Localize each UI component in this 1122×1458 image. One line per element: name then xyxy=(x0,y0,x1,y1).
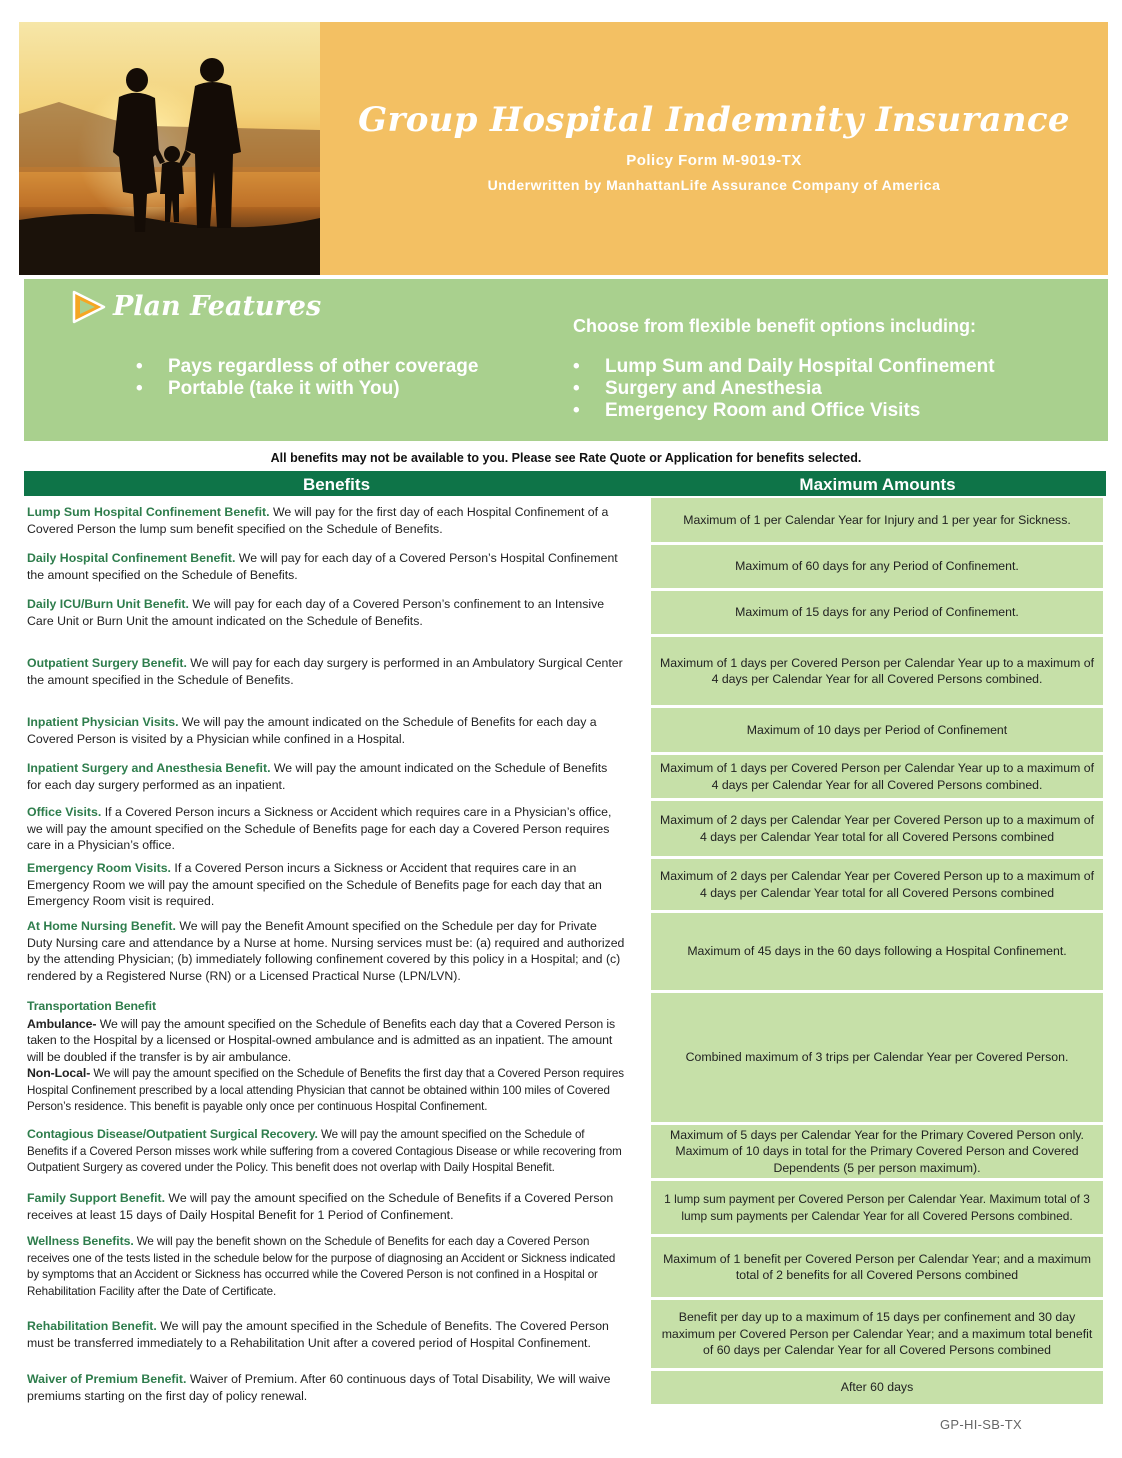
maximum-amount-cell: 1 lump sum payment per Covered Person per Calendar Year. Maximum total of 3 lump sum payments per Calendar Year for all Covered Persons combined. xyxy=(651,1181,1103,1234)
benefit-text: If a Covered Person incurs a Sickness or Accident which requires care in a Physician’s office, we will pay the amount specified on the Schedule of Benefits page for each day a Covered Person requires care in a Physician’s office. xyxy=(27,805,612,852)
benefit-text: We will pay for each day of a Covered Person’s Hospital Confinement the amount specified on the Schedule of Benefits. xyxy=(27,551,618,582)
benefit-name: Family Support Benefit. xyxy=(27,1191,166,1205)
benefits-column-header: Benefits xyxy=(302,475,371,494)
maximum-amounts-column-header: Maximum Amounts xyxy=(799,475,956,494)
list-item: • Pays regardless of other coverage xyxy=(136,356,479,377)
header-banner xyxy=(19,22,1108,275)
benefit-text: We will pay the amount specified on the Schedule of Benefits each day that a Covered Person is taken to the Hospital by a licensed or Hospital-owned ambulance and is admitted as an inpatient. The amount will be doubled if the transfer is by air ambulance. xyxy=(27,1016,616,1064)
benefit-name: Emergency Room Visits. xyxy=(27,861,171,875)
benefit-text: We will pay for each day surgery is performed in an Ambulatory Surgical Center the amount specified in the Schedule of Benefits. xyxy=(27,656,623,687)
benefit-name: Inpatient Physician Visits. xyxy=(27,715,179,729)
benefit-description xyxy=(27,1126,625,1177)
availability-note: All benefits may not be available to you. Please see Rate Quote or Application for benefits selected. xyxy=(270,451,862,465)
benefit-description xyxy=(27,714,625,747)
family-sunset-photo xyxy=(19,22,320,275)
benefit-description xyxy=(27,1318,625,1351)
benefit-name: At Home Nursing Benefit. xyxy=(27,919,176,933)
benefit-description xyxy=(27,1371,625,1404)
maximum-amount-cell: Maximum of 1 days per Covered Person per Calendar Year up to a maximum of 4 days per Calendar Year for all Covered Persons combined. xyxy=(651,637,1103,705)
benefit-name: Daily ICU/Burn Unit Benefit. xyxy=(27,597,189,611)
benefit-options-list xyxy=(573,356,995,422)
play-arrow-icon xyxy=(71,289,107,325)
benefit-text: We will pay the amount indicated on the Schedule of Benefits for each day a Covered Person is visited by a Physician while confined in a Hospital. xyxy=(27,715,597,746)
benefit-text: If a Covered Person incurs a Sickness or Accident that requires care in an Emergency Room we will pay the amount specified on the Schedule of Benefits page for each day that an Emergency Room visit is required. xyxy=(27,861,602,908)
maximum-amount-cell: Maximum of 60 days for any Period of Confinement. xyxy=(651,545,1103,588)
maximum-amount-cell: Maximum of 5 days per Calendar Year for the Primary Covered Person only. Maximum of 10 days in total for the Primary Covered Person and Covered Dependents (5 per person maximum). xyxy=(651,1125,1103,1178)
benefit-text: We will pay the amount indicated on the Schedule of Benefits for each day surgery performed as an inpatient. xyxy=(27,761,608,792)
maximum-amount-cell: Maximum of 1 benefit per Covered Person per Calendar Year; and a maximum total of 2 benefits for all Covered Persons combined xyxy=(651,1237,1103,1297)
benefit-text: We will pay the Benefit Amount specified on the Schedule per day for Private Duty Nursing care and attendance by a Nurse at home. Nursing services must be: (a) required and authorized by the attending Physician; (b) immediately following confinement covered by this policy in a Hospital; and (c) rendered by a Registered Nurse (RN) or a Licensed Practical Nurse (LPN/LVN). xyxy=(27,919,625,983)
benefit-description xyxy=(27,860,625,910)
maximum-amount-cell: Benefit per day up to a maximum of 15 days per confinement and 30 day maximum per Covered Person per Calendar Year; and a maximum total benefit of 60 days per Calendar Year for all Covered Persons combined xyxy=(651,1300,1103,1368)
options-heading: Choose from flexible benefit options including: xyxy=(573,316,977,336)
benefit-name: Waiver of Premium Benefit. xyxy=(27,1372,187,1386)
benefit-name: Transportation Benefit xyxy=(27,999,156,1013)
underwriter-label: Underwritten by ManhattanLife Assurance Company of America xyxy=(487,177,941,193)
maximum-amount-cell: After 60 days xyxy=(651,1371,1103,1404)
benefit-text: We will pay for the first day of each Hospital Confinement of a Covered Person the lump sum benefit specified on the Schedule of Benefits. xyxy=(27,505,609,536)
benefit-name: Outpatient Surgery Benefit. xyxy=(27,656,187,670)
benefit-description xyxy=(27,918,625,984)
maximum-amount-cell: Maximum of 1 days per Covered Person per Calendar Year up to a maximum of 4 days per Calendar Year for all Covered Persons combined. xyxy=(651,755,1103,798)
benefit-text: We will pay the amount specified on the Schedule of Benefits if a Covered Person misses work while suffering from a covered Contagious Disease or while recovering from Outpatient Surgery as covered under the Policy. This benefit does not overlap with Daily Hospital Benefit. xyxy=(27,1128,622,1174)
benefit-description xyxy=(27,504,625,537)
maximum-amount-cell: Maximum of 2 days per Calendar Year per Covered Person up to a maximum of 4 days per Calendar Year total for all Covered Persons combined xyxy=(651,859,1103,910)
benefit-description xyxy=(27,596,625,629)
benefit-text: We will pay the amount specified on the Schedule of Benefits if a Covered Person receives at least 15 days of Daily Hospital Benefit for 1 Period of Confinement. xyxy=(27,1191,614,1222)
maximum-amount-cell: Maximum of 15 days for any Period of Confinement. xyxy=(651,591,1103,634)
benefit-text: We will pay the benefit shown on the Schedule of Benefits for each day a Covered Person receives one of the tests listed in the schedule below for the purpose of diagnosing an Accident or Sickness indicated by symptoms that an Accident or Sickness has occurred while the Covered Person is not confined in a Hospital or Rehabilitation Facility after the Date of Certificate. xyxy=(27,1235,616,1298)
form-code: GP-HI-SB-TX xyxy=(940,1417,1023,1432)
benefit-text: Waiver of Premium. After 60 continuous days of Total Disability, We will waive premiums starting on the first day of policy renewal. xyxy=(27,1372,611,1403)
benefit-name: Rehabilitation Benefit. xyxy=(27,1319,157,1333)
policy-form-label: Policy Form M-9019-TX xyxy=(626,152,802,169)
benefit-description xyxy=(27,550,625,583)
general-features-list xyxy=(136,356,478,400)
maximum-amount-cell: Maximum of 10 days per Period of Confinement xyxy=(651,708,1103,752)
benefits-table-header xyxy=(24,471,1106,496)
family-silhouette-image xyxy=(19,22,320,275)
benefit-name: Daily Hospital Confinement Benefit. xyxy=(27,551,236,565)
benefit-name: Lump Sum Hospital Confinement Benefit. xyxy=(27,505,270,519)
benefit-text: We will pay the amount specified in the Schedule of Benefits. The Covered Person must be transferred immediately to a Rehabilitation Unit after a covered period of Hospital Confinement. xyxy=(27,1319,609,1350)
list-item: • Portable (take it with You) xyxy=(136,378,400,399)
benefit-text: We will pay the amount specified on the Schedule of Benefits the first day that a Covered Person requires Hospital Confinement prescribed by a local attending Physician that cannot be obtained within 100 miles of Covered Person’s residence. This benefit is payable only once per continuous Hospital Confinement. xyxy=(27,1067,624,1113)
benefit-name: Inpatient Surgery and Anesthesia Benefit. xyxy=(27,761,271,775)
benefit-name: Contagious Disease/Outpatient Surgical Recovery. xyxy=(27,1127,318,1141)
list-item: • Emergency Room and Office Visits xyxy=(573,400,921,421)
benefit-name: Office Visits. xyxy=(27,805,102,819)
plan-features-title: Plan Features xyxy=(113,291,322,322)
benefit-description xyxy=(27,655,625,688)
benefit-description xyxy=(27,760,625,793)
page-title: Group Hospital Indemnity Insurance xyxy=(358,100,1070,140)
plan-features-panel xyxy=(24,279,1108,441)
list-item: • Surgery and Anesthesia xyxy=(573,378,822,399)
list-item: • Lump Sum and Daily Hospital Confinement xyxy=(573,356,995,377)
benefit-text: We will pay for each day of a Covered Person’s confinement to an Intensive Care Unit or Burn Unit the amount indicated on the Schedule of Benefits. xyxy=(27,597,605,628)
benefit-description xyxy=(27,998,625,1116)
benefit-subname: Non-Local- xyxy=(27,1066,91,1080)
maximum-amount-cell: Maximum of 1 per Calendar Year for Injury and 1 per year for Sickness. xyxy=(651,498,1103,542)
benefit-subname: Ambulance- xyxy=(27,1016,97,1031)
benefit-description xyxy=(27,804,625,854)
maximum-amount-cell: Maximum of 45 days in the 60 days following a Hospital Confinement. xyxy=(651,913,1103,990)
maximum-amount-cell: Combined maximum of 3 trips per Calendar Year per Covered Person. xyxy=(651,993,1103,1122)
benefit-description xyxy=(27,1233,625,1300)
benefit-name: Wellness Benefits. xyxy=(27,1234,134,1248)
maximum-amount-cell: Maximum of 2 days per Calendar Year per Covered Person up to a maximum of 4 days per Calendar Year total for all Covered Persons combined xyxy=(651,801,1103,856)
benefit-description xyxy=(27,1190,625,1223)
